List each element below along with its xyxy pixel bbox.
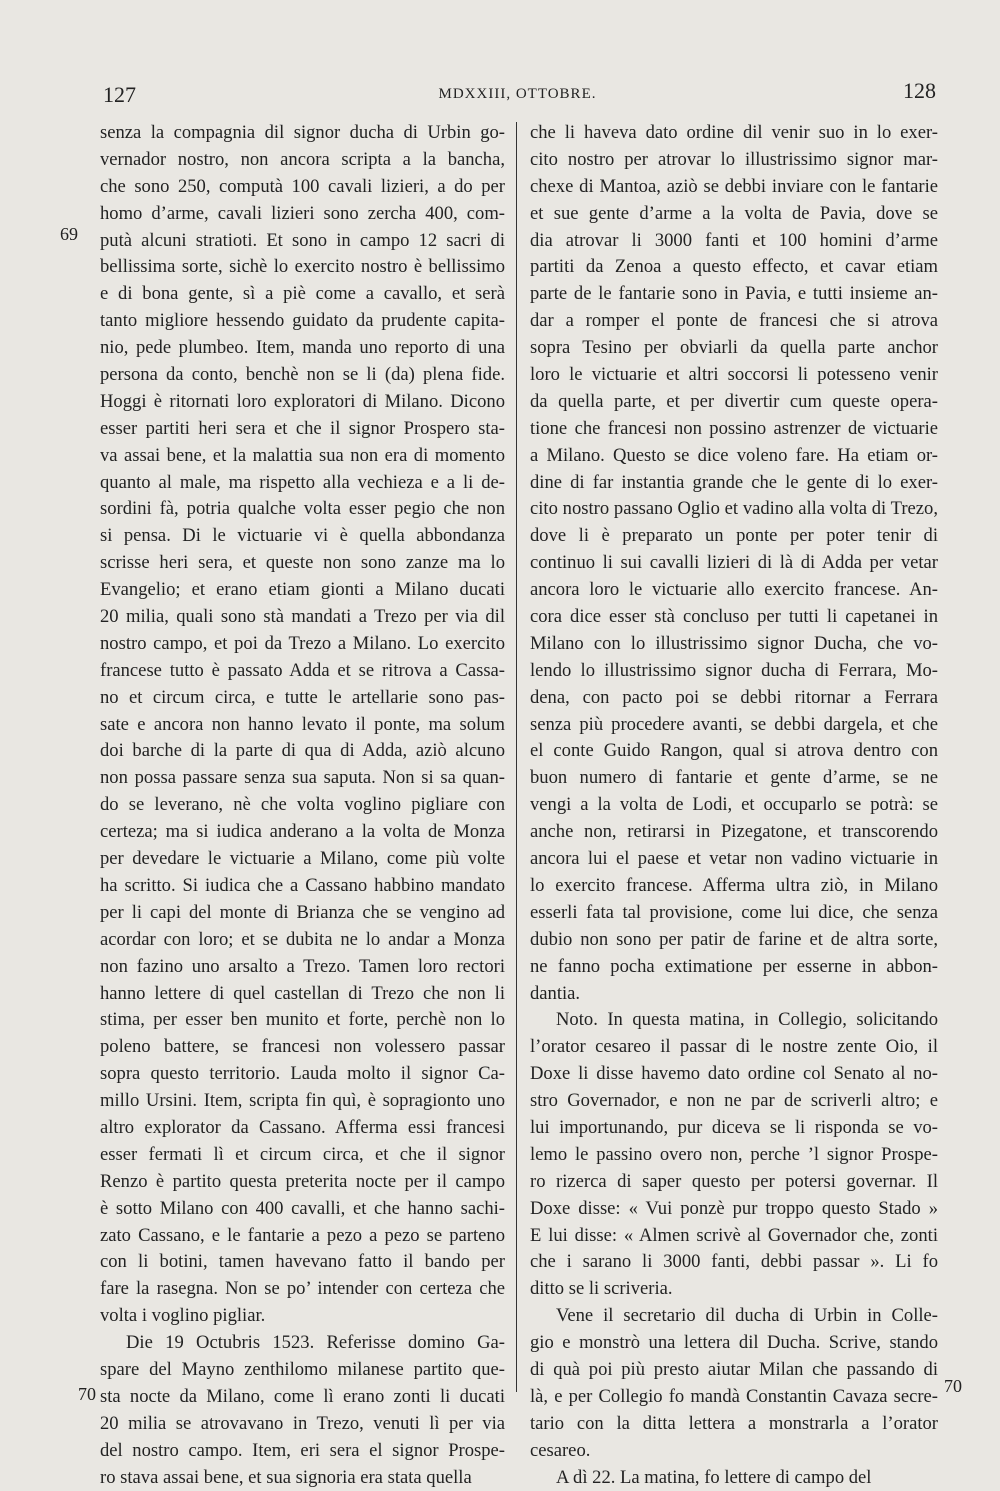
text-line: scrisse heri sera, et queste non sono zanze ma lo xyxy=(100,552,505,574)
text-line: Noto. In questa matina, in Collegio, solicitando xyxy=(556,1009,938,1031)
text-line: lui importunando, pur diceva se li risponda se vo- xyxy=(530,1116,938,1138)
text-line: 20 milia, quali sono stà mandati a Trezo per via dil xyxy=(100,606,505,628)
text-line: anche non, retirarsi in Pizegatone, et transcorendo xyxy=(530,821,938,843)
text-line: cesareo. xyxy=(530,1439,591,1461)
text-line: cito nostro per atrovar lo illustrissimo signor mar- xyxy=(530,148,938,170)
text-line: dove li è preparato un ponte per poter tenir di xyxy=(530,525,938,547)
text-line: per devedare le victuarie a Milano, come più volte xyxy=(100,848,505,870)
text-line: hanno lettere di quel castellan di Trezo che non li xyxy=(100,982,505,1004)
text-line: francese tutto è passato Adda et se ritrova a Cassa- xyxy=(100,659,505,681)
text-line: si pensa. Di le victuarie vi è quella abbondanza xyxy=(100,525,505,547)
page-header xyxy=(95,78,940,112)
text-line: ha scritto. Si iudica che a Cassano habbino mandato xyxy=(100,874,505,896)
page-number-right: 128 xyxy=(903,78,936,103)
text-line: lendo lo illustrissimo signor ducha di Ferrara, Mo- xyxy=(530,659,938,681)
text-line: tione che francesi non possino astrenzer de victuarie xyxy=(530,417,938,439)
text-line: no et circum circa, e tutte le artellarie sono pas- xyxy=(100,686,505,708)
text-line: e di bona gente, sì a piè come a cavallo, et serà xyxy=(100,283,505,305)
text-line: buon numero di fantarie et gente d’arme, se ne xyxy=(530,767,938,789)
text-line: che sono 250, computà 100 cavali lizieri, a do per xyxy=(100,175,505,197)
text-line: 20 milia se atrovavano in Trezo, venuti lì per via xyxy=(100,1412,505,1434)
text-line: là, e per Collegio fo mandà Constantin Cavaza secre- xyxy=(530,1385,938,1407)
text-line: esserli fata tal provisione, come lui dice, che senza xyxy=(530,901,938,923)
text-line: doi barche di la parte di qua di Adda, aziò alcuno xyxy=(100,740,505,762)
text-line: continuo li sui cavalli lizieri di là di Adda per vetar xyxy=(530,552,938,574)
text-line: a Milano. Questo se dice voleno fare. Ha etiam or- xyxy=(530,444,938,466)
text-line: certeza; ma si iudica anderano a la volta de Monza xyxy=(100,821,505,843)
text-line: E lui disse: « Almen scrivè al Governador che, zonti xyxy=(530,1224,938,1246)
text-line: cora dice esser stà concluso per tutti li capetanei in xyxy=(530,606,938,628)
text-line: et sue gente d’arme a la volta de Pavia, dove se xyxy=(530,202,938,224)
text-line: è sotto Milano con 400 cavalli, et che hanno sachi- xyxy=(100,1197,505,1219)
text-line: homo d’arme, cavali lizieri sono zercha 400, com- xyxy=(100,202,505,224)
text-line: cito nostro passano Oglio et vadino alla volta di Trezo, xyxy=(530,498,938,520)
text-line: chexe di Mantoa, aziò se debbi inviare con le fantarie xyxy=(530,175,938,197)
text-line: Vene il secretario dil ducha di Urbin in Colle- xyxy=(556,1305,938,1327)
text-line: A dì 22. La matina, fo lettere di campo del xyxy=(556,1466,872,1488)
text-line: acordar con loro; et se dubita ne lo andar a Monza xyxy=(100,928,505,950)
text-line: con li botini, tamen havevano fatto il bando per xyxy=(100,1251,505,1273)
text-line: quanto al male, ma rispetto alla vechieza e a li de- xyxy=(100,471,505,493)
text-line: lo exercito francese. Afferma ultra ziò, in Milano xyxy=(530,874,938,896)
text-line: bellissima sorte, sichè lo exercito nostro è bellissimo xyxy=(100,256,505,278)
text-line: ancora loro le victuarie allo exercito francese. An- xyxy=(530,579,938,601)
text-line: ancora lui el paese et vetar non vadino victuarie in xyxy=(530,848,938,870)
text-line: ditto se li scriveria. xyxy=(530,1278,673,1300)
margin-number-70-right: 70 xyxy=(944,1376,962,1396)
text-line: putà alcuni stratioti. Et sono in campo 12 sacri di xyxy=(100,229,505,251)
text-line: nostro campo, et poi da Trezo a Milano. Lo exercito xyxy=(100,632,505,654)
text-line: esser fermati lì et circum circa, et che il signor xyxy=(100,1143,505,1165)
text-line: sordini fà, potria qualche volta esser pegio che non xyxy=(100,498,505,520)
text-line: va assai bene, et la malattia sua non era di momento xyxy=(100,444,505,466)
margin-number-70-left: 70 xyxy=(78,1384,96,1404)
text-line: sta nocte da Milano, come lì erano zonti li ducati xyxy=(100,1385,505,1407)
text-line: spare del Mayno zenthilomo milanese partito que- xyxy=(100,1358,505,1380)
text-line: ne fanno pocha extimatione per esserne in abbon- xyxy=(530,955,938,977)
text-line: che i sarano li 3000 fanti, debbi passar ». Li fo xyxy=(530,1251,938,1273)
text-line: Die 19 Octubris 1523. Referisse domino Ga- xyxy=(126,1332,505,1354)
text-line: di quà poi più presto aiutar Milan che passando di xyxy=(530,1358,938,1380)
page-number-left: 127 xyxy=(103,82,136,107)
text-line: senza la compagnia dil signor ducha di Urbin go- xyxy=(100,122,505,143)
text-line: che li haveva dato ordine dil venir suo in lo exer- xyxy=(530,122,938,143)
text-line: lemo le passino overo non, perche ’l signor Prospe- xyxy=(530,1143,938,1165)
text-line: non possa passare senza sua saputa. Non si sa quan- xyxy=(100,767,505,789)
text-line: Doxe li disse havemo dato ordine col Senato al no- xyxy=(530,1063,938,1085)
column-divider xyxy=(516,122,517,1392)
text-line: vengi a la volta de Lodi, et occuparlo se potrà: se xyxy=(530,794,938,816)
text-line: do se leverano, nè che volta voglino pigliare con xyxy=(100,794,505,816)
text-line: l’orator cesareo il passar di le nostre zente Oio, il xyxy=(530,1036,938,1058)
text-line: sopra questo territorio. Lauda molto il signor Ca- xyxy=(100,1063,505,1085)
text-line: dar a romper el ponte de francesi che si atrova xyxy=(530,310,938,332)
text-line: Doxe disse: « Vui ponzè pur troppo questo Stado » xyxy=(530,1197,938,1219)
text-line: da quella parte, et per divertir cum queste opera- xyxy=(530,390,938,412)
text-line: persona da conto, benchè non se li (da) plena fide. xyxy=(100,364,505,386)
text-line: dantia. xyxy=(530,982,581,1004)
text-line: dine di far instantia grande che le gente di lo exer- xyxy=(530,471,938,493)
text-line: vernador nostro, non ancora scripta a la bancha, xyxy=(100,148,505,170)
text-line: gio e monstrò una lettera dil Ducha. Scrive, stando xyxy=(530,1332,938,1354)
text-line: zato Cassano, e le fantarie a pezo a pezo se parteno xyxy=(100,1224,505,1246)
text-line: loro le victuarie et altri soccorsi li potesseno venir xyxy=(530,364,938,386)
text-line: poleno battere, se francesi non volessero passar xyxy=(100,1036,505,1058)
text-line: per li capi del monte di Brianza che se vengino ad xyxy=(100,901,505,923)
text-line: el conte Guido Rangon, qual si atrova dentro con xyxy=(530,740,938,762)
text-line: Milano con lo illustrissimo signor Ducha, che vo- xyxy=(530,632,938,654)
text-line: tanto migliore hessendo guidato da prudente capita- xyxy=(100,310,505,332)
left-text-column xyxy=(100,120,505,1491)
text-line: Renzo è partito questa preterita nocte per il campo xyxy=(100,1170,505,1192)
text-line: nio, pede plumbeo. Item, manda uno reporto di una xyxy=(100,337,505,359)
text-line: fare la rasegna. Non se po’ intender con certeza che xyxy=(100,1278,505,1300)
text-line: non fazino uno arsalto a Trezo. Tamen loro rectori xyxy=(100,955,505,977)
right-text-column xyxy=(530,120,938,1491)
running-head: MDXXIII, OTTOBRE. xyxy=(438,86,597,102)
text-line: Hoggi è ritornati loro exploratori di Milano. Dicono xyxy=(100,390,505,412)
text-line: del nostro campo. Item, eri sera el signor Prospe- xyxy=(100,1439,505,1461)
text-line: stro Governador, e non ne par de scriverli altro; e xyxy=(530,1090,938,1112)
text-line: parte de le fantarie sono in Pavia, e tutti insieme an- xyxy=(530,283,938,305)
text-line: partiti da Zenoa a questo effecto, et cavar etiam xyxy=(530,256,938,278)
text-line: senza più procedere avanti, se debbi dargela, et che xyxy=(530,713,938,735)
margin-number-69: 69 xyxy=(60,224,78,244)
text-line: sopra Tesino per obviarli da quella parte anchor xyxy=(530,337,938,359)
text-line: millo Ursini. Item, scripta fin quì, è sopragionto uno xyxy=(100,1090,505,1112)
text-line: sate e ancora non hanno levato il ponte, ma solum xyxy=(100,713,505,735)
text-line: tario con la ditta lettera a monstrarla a l’orator xyxy=(530,1412,938,1434)
text-line: ro rizerca di saper questo per potersi governar. Il xyxy=(530,1170,938,1192)
text-line: dubio non sono per patir de farine et de altra sorte, xyxy=(530,928,938,950)
text-line: Evangelio; et erano etiam gionti a Milano ducati xyxy=(100,579,505,601)
text-line: stima, per esser ben munito et forte, perchè non lo xyxy=(100,1009,505,1031)
text-line: ro stava assai bene, et sua signoria era stata quella xyxy=(100,1466,472,1488)
text-line: altro explorator da Cassano. Afferma essi francesi xyxy=(100,1116,505,1138)
text-line: esser partiti heri sera et che il signor Prospero sta- xyxy=(100,417,505,439)
text-line: dia atrovar li 3000 fanti et 100 homini d’arme xyxy=(530,229,938,251)
text-line: dena, con pacto poi se debbi ritornar a Ferrara xyxy=(530,686,938,708)
text-line: volta i voglino pigliar. xyxy=(100,1305,266,1327)
